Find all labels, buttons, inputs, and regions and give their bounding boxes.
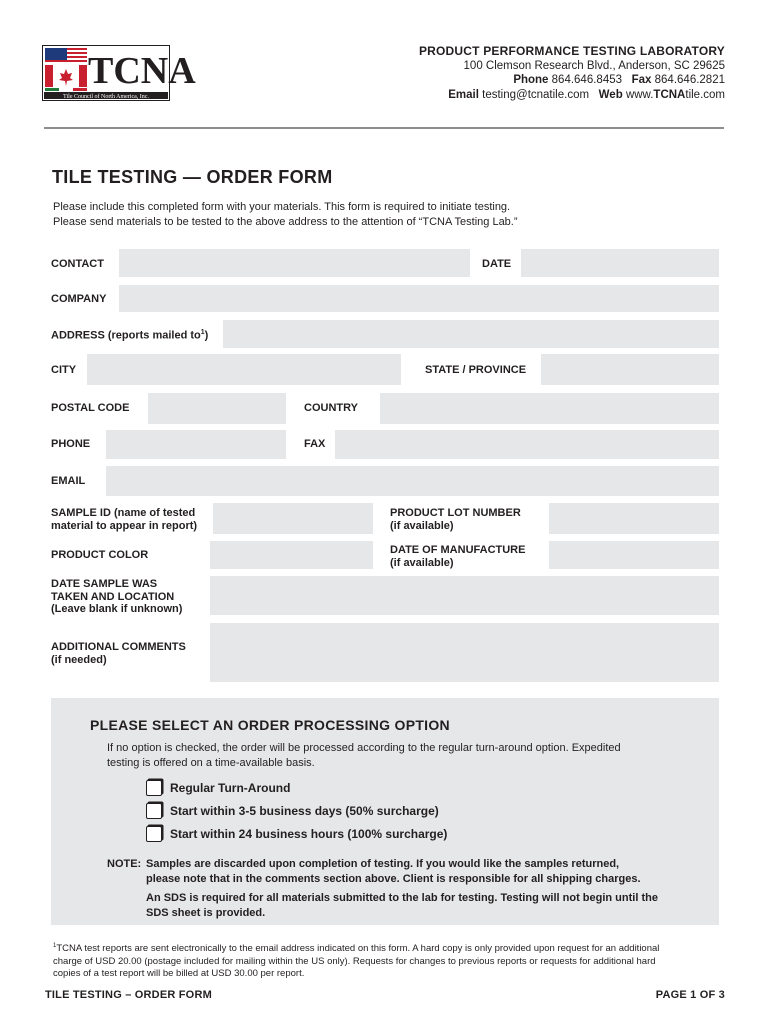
lab-title: PRODUCT PERFORMANCE TESTING LABORATORY — [418, 44, 725, 58]
option-regular-label: Regular Turn-Around — [170, 781, 291, 795]
processing-option-title: PLEASE SELECT AN ORDER PROCESSING OPTION — [90, 717, 450, 733]
lab-address: 100 Clemson Research Blvd., Anderson, SC 29625 — [463, 59, 725, 72]
note-lead: NOTE: — [107, 858, 142, 870]
date-label: DATE — [482, 258, 512, 270]
sample-date-label: DATE SAMPLE WAS TAKEN AND LOCATION (Leave blank if unknown) — [51, 578, 183, 615]
postal-code-field[interactable] — [148, 393, 286, 424]
fax-label: Fax — [631, 74, 652, 86]
lab-email-web — [419, 88, 725, 103]
comments-label: ADDITIONAL COMMENTS (if needed) — [51, 641, 186, 666]
intro-text — [53, 200, 518, 229]
lot-number-label: PRODUCT LOT NUMBER (if available) — [390, 507, 521, 532]
sds-note: An SDS is required for all materials submitted to the lab for testing. Testing will not begin until the SDS sheet is provided. — [146, 892, 658, 919]
intro-line-1: Please include this completed form with your materials. This form is required to initiate testing. — [53, 201, 511, 213]
logo-subtitle: Tile Council of North America, Inc. — [63, 94, 149, 100]
checkbox-24-hours[interactable] — [146, 826, 162, 842]
email-label: Email — [448, 88, 479, 101]
header-divider — [44, 127, 724, 129]
processing-option-desc: If no option is checked, the order will be processed according to the regular turn-around option. Expedited testing is offered on a time-available basis. — [107, 742, 621, 769]
option-24-hours-label: Start within 24 business hours (100% surcharge) — [170, 827, 448, 841]
state-field[interactable] — [541, 354, 719, 385]
footer-page-number: PAGE 1 OF 3 — [655, 989, 725, 1001]
page-title: TILE TESTING — ORDER FORM — [52, 167, 333, 187]
checkbox-3-5-days[interactable] — [146, 803, 162, 819]
manufacture-date-label: DATE OF MANUFACTURE (if available) — [390, 544, 526, 569]
country-field[interactable] — [380, 393, 719, 424]
option-regular[interactable] — [146, 780, 290, 796]
city-label: CITY — [51, 364, 77, 376]
phone-label-field: PHONE — [51, 438, 91, 450]
email-field[interactable] — [106, 466, 719, 496]
samples-note: NOTE: Samples are discarded upon completion of testing. If you would like the samples returned, please note that in the comments section above. Client is responsible for all shipping charges. — [107, 858, 641, 885]
city-field[interactable] — [87, 354, 401, 385]
footnote: $^1$TCNA test reports are sent electronically to the email address indicated on this form. A hard copy is only provided upon request for an additional charge of USD 20.00 (postage included for mailing within the US only). Requests for changes to previous reports or requests for additional hard copies of a test report will be billed at USD 30.00 per report. — [53, 943, 660, 980]
date-field[interactable] — [521, 249, 719, 277]
email-link[interactable]: testing@tcnatile.com — [482, 88, 590, 101]
footer-form-name: TILE TESTING – ORDER FORM — [45, 989, 212, 1001]
intro-line-2: Please send materials to be tested to the above address to the attention of “TCNA Testing Lab.” — [53, 215, 518, 228]
option-24-hours[interactable] — [146, 826, 447, 842]
company-label: COMPANY — [51, 293, 107, 305]
phone-number: 864.646.8453 — [551, 74, 623, 86]
phone-label: Phone — [513, 74, 549, 86]
option-3-5-days[interactable] — [146, 803, 439, 819]
address-field[interactable] — [223, 320, 719, 348]
contact-label: CONTACT — [51, 258, 104, 270]
address-label: ADDRESS (reports mailed $to^1$) — [51, 329, 209, 342]
sample-id-field[interactable] — [213, 503, 373, 534]
lab-phone-fax — [419, 73, 725, 88]
lot-number-field[interactable] — [549, 503, 719, 534]
lab-info — [419, 44, 725, 102]
fax-label-field: FAX — [304, 438, 326, 450]
web-link[interactable]: www.TCNAtile.com — [625, 88, 725, 101]
checkbox-regular[interactable] — [146, 780, 162, 796]
fax-field[interactable] — [335, 430, 719, 459]
state-label: STATE / PROVINCE — [425, 364, 527, 376]
color-field[interactable] — [210, 541, 373, 569]
tcna-logo — [42, 45, 196, 101]
email-label-field: EMAIL — [51, 475, 86, 487]
manufacture-date-field[interactable] — [549, 541, 719, 569]
color-label: PRODUCT COLOR — [51, 549, 149, 561]
comments-field[interactable] — [210, 623, 719, 682]
contact-field[interactable] — [119, 249, 470, 277]
option-3-5-days-label: Start within 3-5 business days (50% surcharge) — [170, 804, 439, 818]
company-field[interactable] — [119, 285, 719, 312]
sample-date-field[interactable] — [210, 576, 719, 615]
fax-number: 864.646.2821 — [654, 74, 725, 86]
logo-text: TCNA — [88, 50, 196, 92]
sample-id-label: SAMPLE ID (name of tested material to appear in report) — [51, 507, 198, 532]
postal-code-label: POSTAL CODE — [51, 402, 130, 414]
country-label: COUNTRY — [304, 402, 358, 414]
web-label: Web — [598, 88, 623, 101]
phone-field[interactable] — [106, 430, 286, 459]
